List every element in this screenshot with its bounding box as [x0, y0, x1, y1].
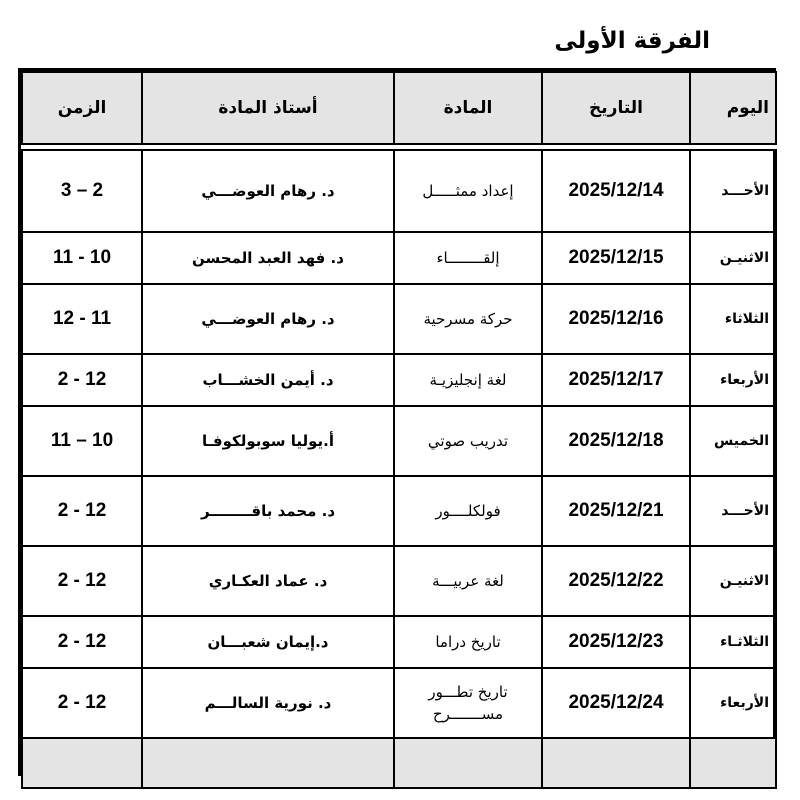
table-row — [22, 476, 776, 546]
footer-cell — [142, 738, 394, 788]
cell-subject: تاريخ دراما — [394, 616, 542, 668]
cell-time: 12 - 11 — [22, 284, 142, 354]
cell-date: 2025/12/22 — [542, 546, 690, 616]
table-row — [22, 284, 776, 354]
cell-time: 2 - 12 — [22, 616, 142, 668]
cell-professor: د. محمد باقــــــــر — [142, 476, 394, 546]
footer-cell — [690, 738, 776, 788]
subject-line: مســـــــرح — [432, 705, 504, 723]
table-row — [22, 546, 776, 616]
table-row — [22, 406, 776, 476]
subject-line: تاريخ تطـــور — [428, 683, 508, 701]
cell-date: 2025/12/14 — [542, 150, 690, 232]
footer-row — [22, 738, 776, 788]
cell-subject: لغة إنجليزيـة — [394, 354, 542, 406]
cell-day: الاثنيـن — [690, 232, 776, 284]
cell-date: 2025/12/16 — [542, 284, 690, 354]
table-row — [22, 668, 776, 738]
table-row — [22, 232, 776, 284]
cell-day: الخميس — [690, 406, 776, 476]
cell-date: 2025/12/15 — [542, 232, 690, 284]
cell-subject: لغة عربيـــة — [394, 546, 542, 616]
cell-day: الأربعاء — [690, 668, 776, 738]
cell-time: 2 - 12 — [22, 546, 142, 616]
cell-day: الأحـــد — [690, 476, 776, 546]
footer-cell — [394, 738, 542, 788]
cell-professor: د. أيمن الخشـــاب — [142, 354, 394, 406]
cell-day: الثلاثاء — [690, 284, 776, 354]
cell-date: 2025/12/17 — [542, 354, 690, 406]
cell-professor: د.إيمان شعبـــان — [142, 616, 394, 668]
cell-professor: د. فهد العبد المحسن — [142, 232, 394, 284]
header-subject: المادة — [394, 72, 542, 144]
cell-time: 11 – 10 — [22, 406, 142, 476]
cell-day: الأربعاء — [690, 354, 776, 406]
header-date: التاريخ — [542, 72, 690, 144]
cell-time: 3 – 2 — [22, 150, 142, 232]
cell-time: 2 - 12 — [22, 354, 142, 406]
cell-professor: أ.يوليا سوبولكوفـا — [142, 406, 394, 476]
cell-professor: د. رهام العوضـــي — [142, 284, 394, 354]
cell-subject: فولكلــــور — [394, 476, 542, 546]
cell-subject: تدريب صوتي — [394, 406, 542, 476]
cell-subject: إلقــــــــاء — [394, 232, 542, 284]
cell-subject — [394, 668, 542, 738]
cell-professor: د. عماد العكـاري — [142, 546, 394, 616]
cell-subject: حركة مسرحية — [394, 284, 542, 354]
cell-date: 2025/12/23 — [542, 616, 690, 668]
header-row — [22, 72, 776, 144]
cell-professor: د. نورية السالـــم — [142, 668, 394, 738]
cell-time: 2 - 12 — [22, 668, 142, 738]
cell-professor: د. رهام العوضـــي — [142, 150, 394, 232]
header-time: الزمن — [22, 72, 142, 144]
schedule-table — [21, 71, 777, 789]
table-row — [22, 616, 776, 668]
cell-day: الثلاثـاء — [690, 616, 776, 668]
footer-cell — [22, 738, 142, 788]
table-row — [22, 354, 776, 406]
header-day: اليوم — [690, 72, 776, 144]
cell-date: 2025/12/21 — [542, 476, 690, 546]
cell-time: 11 - 10 — [22, 232, 142, 284]
cell-time: 2 - 12 — [22, 476, 142, 546]
cell-day: الاثنيـن — [690, 546, 776, 616]
cell-day: الأحـــد — [690, 150, 776, 232]
footer-cell — [542, 738, 690, 788]
cell-date: 2025/12/24 — [542, 668, 690, 738]
cell-subject: إعداد ممثـــــل — [394, 150, 542, 232]
header-professor: أستاذ المادة — [142, 72, 394, 144]
table-row — [22, 150, 776, 232]
page-title: الفرقة الأولى — [554, 28, 710, 54]
cell-date: 2025/12/18 — [542, 406, 690, 476]
